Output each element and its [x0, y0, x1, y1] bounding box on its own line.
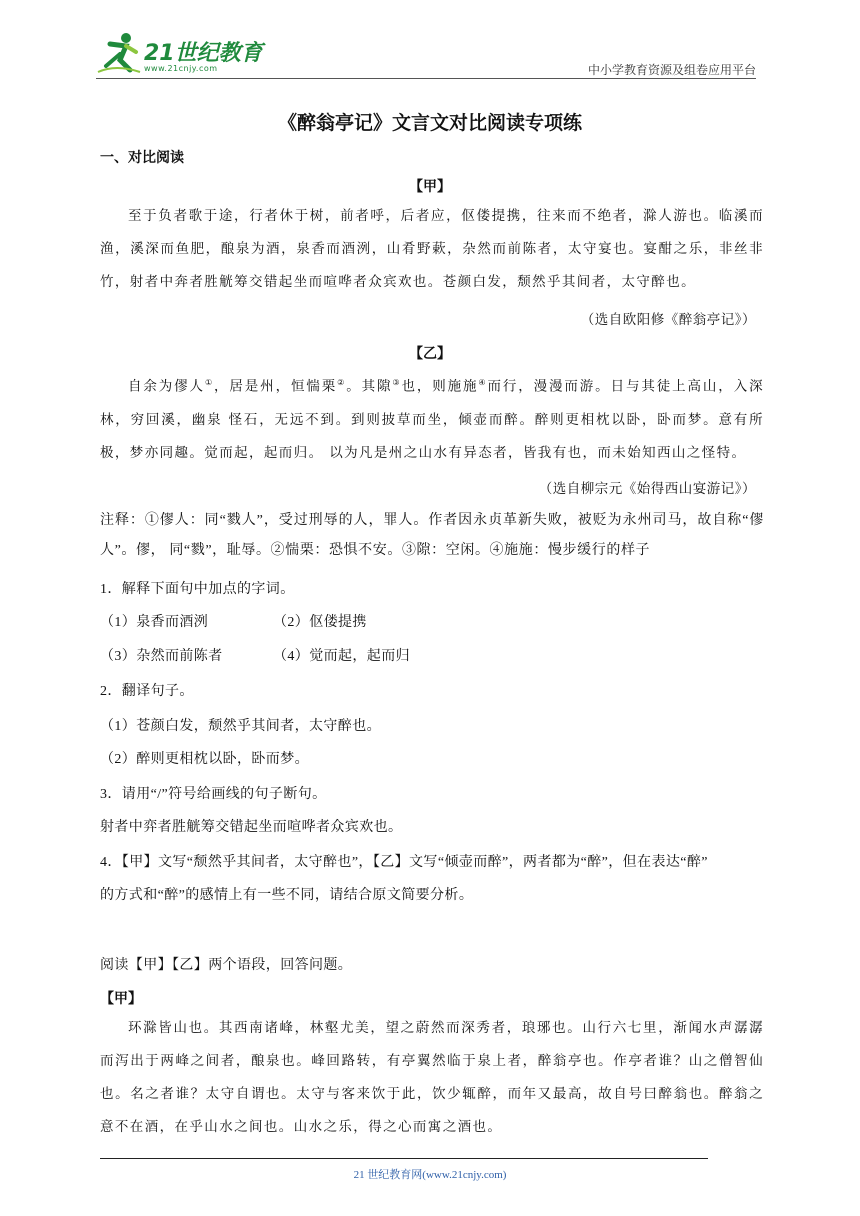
passage-yi-text: 也，则施施	[401, 378, 479, 395]
footer-link[interactable]: 21 世纪教育网(www.21cnjy.com)	[353, 1169, 507, 1181]
annotations: 注释：①僇人：同“戮人”，受过刑辱的人，罪人。作者因永贞革新失败，被贬为永州司马，故自称“僇人”。僇， 同“戮”，耻辱。②惴栗：恐惧不安。③隙：空闲。④施施：慢步缓行的样子	[100, 513, 764, 558]
question-1-item: （3）杂然而前陈者	[100, 649, 223, 664]
section2-label-jia: 【甲】	[100, 991, 142, 1007]
question-4: 4．【甲】文写“颓然乎其间者，太守醉也”，【乙】文写“倾壶而醉”，两者都为“醉”，但在表达“醉”	[100, 855, 708, 870]
question-1: 1．解释下面句中加点的字词。	[100, 582, 295, 597]
footer-divider	[100, 1158, 708, 1159]
footnote-mark: ③	[392, 378, 402, 387]
passage-yi	[100, 366, 764, 470]
logo-url: www.21cnjy.com	[144, 64, 218, 73]
question-2: 2．翻译句子。	[100, 684, 194, 699]
question-4-cont: 的方式和“醉”的感情上有一些不同，请结合原文简要分析。	[100, 888, 474, 903]
passage-yi-text: ，居是州，恒惴栗	[214, 378, 338, 395]
question-2-item: （2）醉则更相枕以卧，卧而梦。	[100, 752, 309, 767]
runner-logo-icon	[96, 30, 142, 76]
footnote-mark: ④	[478, 378, 488, 387]
footnote-mark: ②	[337, 378, 347, 387]
page-header	[0, 0, 860, 80]
question-3-sentence: 射者中弈者胜觥筹交错起坐而喧哗者众宾欢也。	[100, 820, 403, 835]
passage-yi-source: （选自柳宗元《始得西山宴游记》）	[538, 481, 756, 497]
header-divider	[96, 78, 756, 79]
passage-jia: 至于负者歌于途，行者休于树，前者呼，后者应，伛偻提携，往来而不绝者，滁人游也。临溪而渔，溪深而鱼肥，酿泉为酒，泉香而酒洌，山肴野蔌，杂然而前陈者，太守宴也。宴酣之乐，非丝非竹，射者中奔者胜觥筹交错起坐而喧哗者众宾欢也。苍颜白发，颓然乎其间者，太守醉也。	[100, 208, 764, 290]
section-heading: 一、对比阅读	[100, 150, 184, 166]
passage-yi-text: 自余为僇人	[128, 378, 205, 395]
footnote-mark: ①	[204, 378, 215, 387]
platform-name: 中小学教育资源及组卷应用平台	[587, 63, 756, 77]
page-title: 《醉翁亭记》文言文对比阅读专项练	[277, 112, 582, 134]
section2-intro: 阅读【甲】【乙】两个语段，回答问题。	[100, 958, 353, 973]
question-1-item: （1）泉香而酒洌	[100, 615, 209, 630]
passage-label-yi: 【乙】	[409, 346, 451, 362]
logo-text: 21世纪教育	[144, 41, 263, 66]
passage-jia-source: （选自欧阳修《醉翁亭记》）	[580, 312, 756, 328]
passage-label-jia: 【甲】	[409, 179, 451, 195]
question-2-item: （1）苍颜白发，颓然乎其间者，太守醉也。	[100, 719, 381, 734]
passage-yi-text: 。其隙	[346, 378, 393, 395]
site-logo	[96, 30, 266, 76]
question-1-item: （2）伛偻提携	[273, 615, 367, 630]
passage-yi-text: 而行，漫漫而游。日与其徒上高山，入深林，穷回溪，幽泉 怪石，无远不到。到则披草而坐，倾壶而醉。醉则更相枕以卧，卧而梦。意有所极，梦亦同趣。觉而起，起而归。 以为凡是州之山水有异态者，皆我有也，而未始知西山之怪特。	[100, 378, 764, 461]
question-3: 3．请用“/”符号给画线的句子断句。	[100, 787, 327, 802]
section2-passage-jia: 环滁皆山也。其西南诸峰，林壑尤美，望之蔚然而深秀者，琅琊也。山行六七里，渐闻水声潺潺而泻出于两峰之间者，酿泉也。峰回路转，有亭翼然临于泉上者，醉翁亭也。作亭者谁？山之僧智仙也。名之者谁？太守自谓也。太守与客来饮于此，饮少辄醉，而年又最高，故自号曰醉翁也。醉翁之意不在酒，在乎山水之间也。山水之乐，得之心而寓之酒也。	[100, 1020, 764, 1135]
question-1-item: （4）觉而起，起而归	[273, 649, 410, 664]
